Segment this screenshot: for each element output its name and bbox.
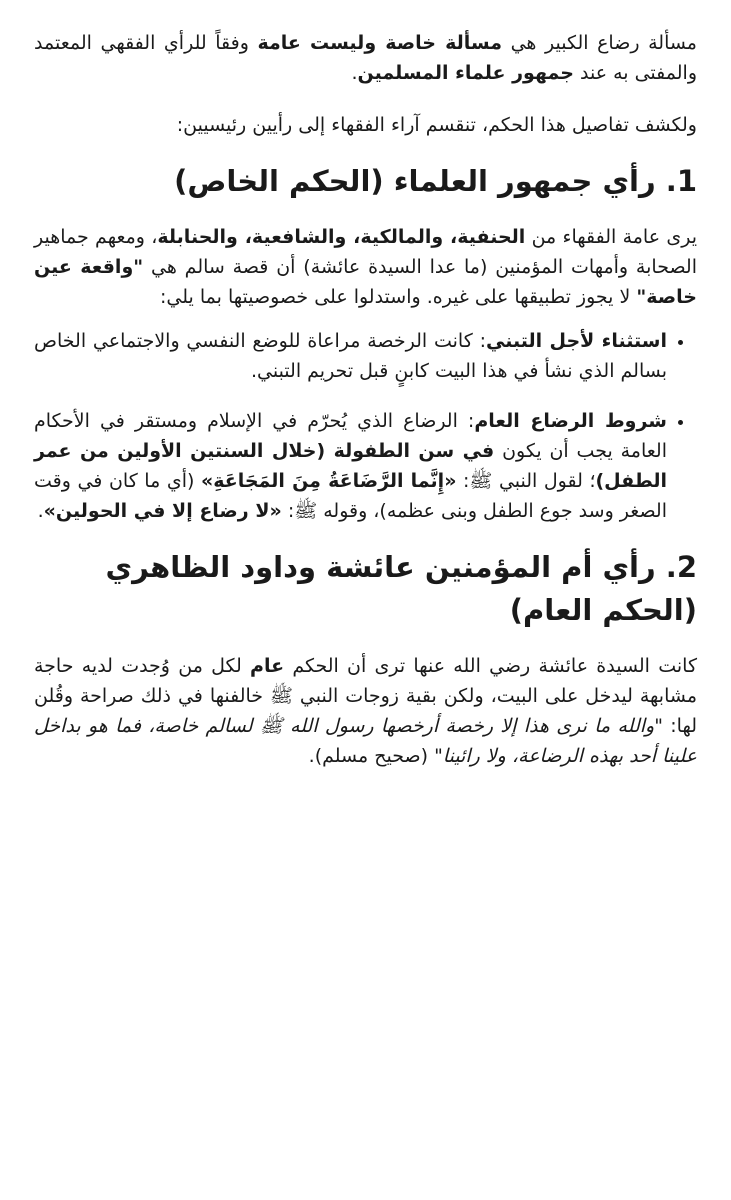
s1-text-3: لا يجوز تطبيقها على غيره. واستدلوا على خصوصيتها بما يلي: xyxy=(160,285,637,308)
s1-text-1: يرى عامة الفقهاء من xyxy=(525,225,697,248)
bullet2-text-1: : الرضاع الذي يُحرّم في الإسلام ومستقر في الأحكام العامة يجب أن يكون xyxy=(34,409,667,462)
bullet2-text-3: (أي ما كان في وقت الصغر وسد جوع الطفل وبنى عظمه)، وقوله ﷺ: xyxy=(34,469,667,522)
bullet1-text: : كانت الرخصة مراعاة للوضع النفسي والاجتماعي الخاص بسالم الذي نشأ في هذا البيت كابنٍ قبل تحريم التبني. xyxy=(34,329,667,382)
s1-text-2: ، ومعهم جماهير الصحابة وأمهات المؤمنين (ما عدا السيدة عائشة) أن قصة سالم هي xyxy=(34,225,697,278)
section1-bullet-list xyxy=(34,326,697,526)
s1-bold-specific-case: "واقعة عين خاصة" xyxy=(34,255,697,308)
bullet2-text-2: ؛ لقول النبي ﷺ: xyxy=(456,469,596,492)
section2-paragraph xyxy=(34,651,697,771)
list-item xyxy=(34,326,667,386)
bullet2-bold-hadith-1: «إِنَّما الرَّضَاعَةُ مِنَ المَجَاعَةِ» xyxy=(200,469,457,492)
s2-text-1: كانت السيدة عائشة رضي الله عنها ترى أن الحكم xyxy=(284,654,697,677)
bullet2-bold-2: في سن الطفولة (خلال السنتين الأولين من عمر الطفل) xyxy=(34,439,667,492)
intro-bold-majority: جمهور علماء المسلمين xyxy=(357,62,574,85)
s2-bold-general: عام xyxy=(250,654,285,677)
s2-italic-quote: "والله ما نرى هذا إلا رخصة أرخصها رسول الله ﷺ لسالم خاصة، فما هو بداخل علينا أحد بهذه الرضاعة، ولا رائينا" xyxy=(34,714,697,767)
section1-paragraph xyxy=(34,222,697,312)
intro-text-1: مسألة رضاع الكبير هي xyxy=(502,32,697,54)
bullet2-bold-1: شروط الرضاع العام xyxy=(474,409,667,432)
bullet2-bold-hadith-2: «لا رضاع إلا في الحولين» xyxy=(43,499,282,522)
s2-text-2: لكل من وُجدت لديه حاجة مشابهة ليدخل على البيت، ولكن بقية زوجات النبي ﷺ خالفنها في ذلك صراحة وقُلن لها: xyxy=(34,654,698,737)
intro-text-2: وفقاً للرأي الفقهي المعتمد والمفتى به عند xyxy=(34,32,697,85)
bullet2-text-4: . xyxy=(37,499,44,522)
section2-heading: 2. رأي أم المؤمنين عائشة وداود الظاهري (الحكم العام) xyxy=(105,549,697,628)
section1-heading: 1. رأي جمهور العلماء (الحكم الخاص) xyxy=(174,164,697,199)
intro-paragraph xyxy=(34,28,697,88)
s1-bold-schools: الحنفية، والمالكية، والشافعية، والحنابلة xyxy=(157,225,526,248)
list-item xyxy=(34,406,667,526)
intro-text-3: . xyxy=(351,62,358,85)
intro-paragraph-2: ولكشف تفاصيل هذا الحكم، تنقسم آراء الفقهاء إلى رأيين رئيسيين: xyxy=(176,114,697,137)
bullet1-bold: استثناء لأجل التبني xyxy=(485,329,667,352)
intro-bold-special-case: مسألة خاصة وليست عامة xyxy=(257,32,503,54)
s2-text-3: (صحيح مسلم). xyxy=(308,744,435,767)
